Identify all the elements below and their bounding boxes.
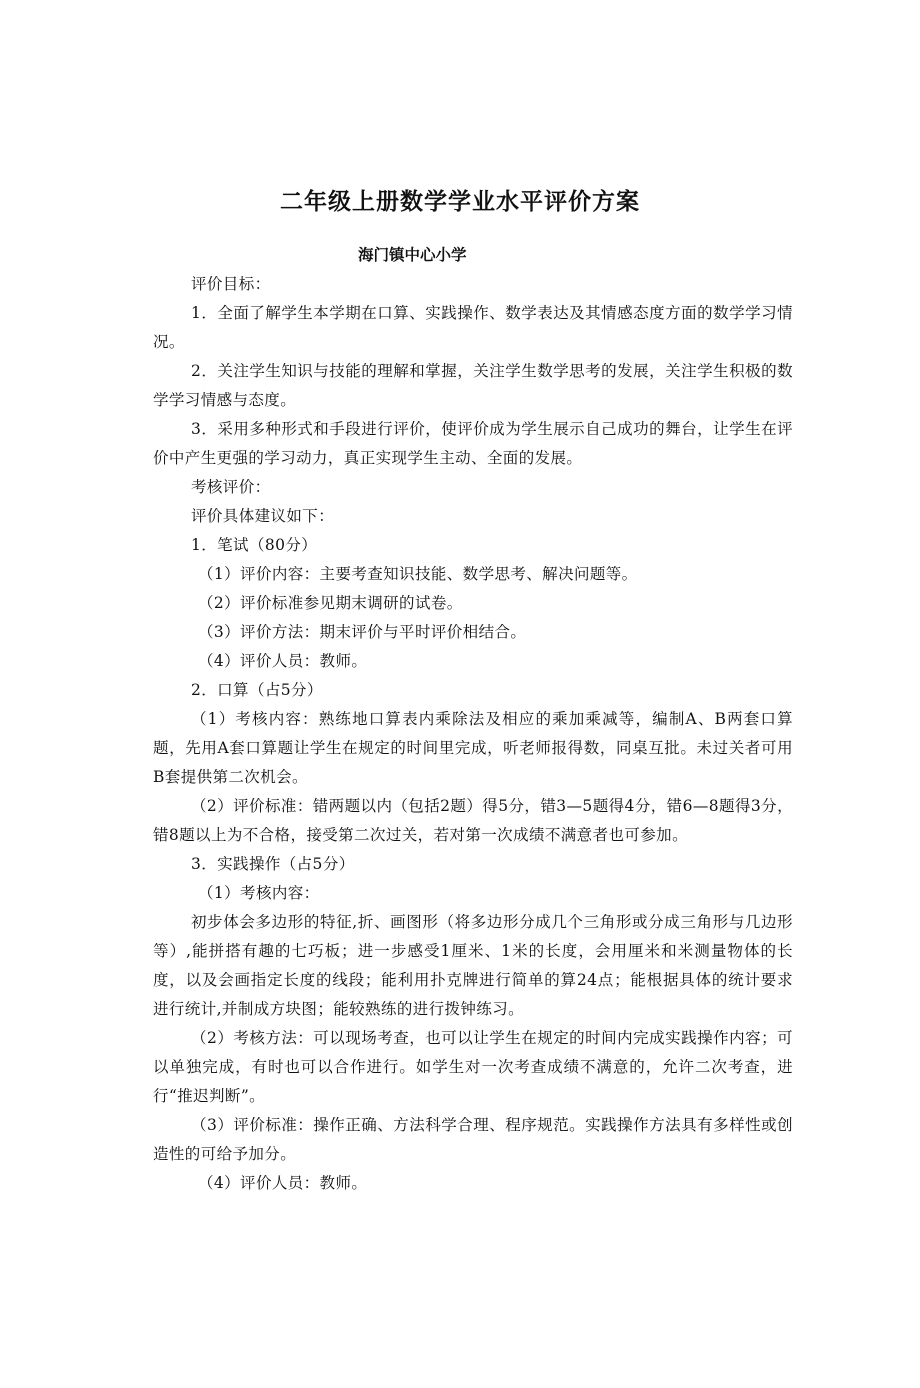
written-item-1: （1）评价内容：主要考查知识技能、数学思考、解决问题等。 — [198, 565, 638, 583]
practice-item-1: （1）考核内容： — [198, 884, 320, 902]
practice-heading: 3．实践操作（占5分） — [191, 855, 355, 873]
oral-heading: 2．口算（占5分） — [191, 681, 323, 699]
goal-item-3: 3．采用多种形式和手段进行评价，使评价成为学生展示自己成功的舞台，让学生在评价中产生更强的学习动力，真正实现学生主动、全面的发展。 — [153, 420, 793, 467]
goal-heading: 评价目标： — [191, 275, 271, 293]
document-body — [153, 270, 793, 1198]
assess-heading: 考核评价： — [191, 478, 271, 496]
school-name: 海门镇中心小学 — [358, 246, 467, 264]
written-test-heading: 1．笔试（80分） — [191, 536, 318, 554]
practice-item-4: （4）评价人员：教师。 — [198, 1174, 368, 1192]
practice-item-3: （3）评价标准：操作正确、方法科学合理、程序规范。实践操作方法具有多样性或创造性的可给予加分。 — [153, 1116, 793, 1163]
oral-item-2: （2）评价标准：错两题以内（包括2题）得5分，错3—5题得4分，错6—8题得3分，错8题以上为不合格，接受第二次过关，若对第一次成绩不满意者也可参加。 — [153, 797, 793, 844]
suggest-heading: 评价具体建议如下： — [191, 507, 335, 525]
goal-item-1: 1．全面了解学生本学期在口算、实践操作、数学表达及其情感态度方面的数学学习情况。 — [153, 304, 793, 351]
goal-item-2: 2．关注学生知识与技能的理解和掌握，关注学生数学思考的发展，关注学生积极的数学学习情感与态度。 — [153, 362, 793, 409]
written-item-3: （3）评价方法：期末评价与平时评价相结合。 — [198, 623, 527, 641]
written-item-4: （4）评价人员：教师。 — [198, 652, 368, 670]
written-item-2: （2）评价标准参见期末调研的试卷。 — [198, 594, 463, 612]
practice-item-2: （2）考核方法：可以现场考查，也可以让学生在规定的时间内完成实践操作内容；可以单独完成，有时也可以合作进行。如学生对一次考查成绩不满意的，允许二次考查，进行“推迟判断”。 — [153, 1029, 793, 1105]
document-title: 二年级上册数学学业水平评价方案 — [280, 189, 640, 215]
oral-item-1: （1）考核内容：熟练地口算表内乘除法及相应的乘加乘减等，编制A、B两套口算题，先用A套口算题让学生在规定的时间里完成，听老师报得数，同桌互批。未过关者可用B套提供第二次机会。 — [153, 710, 793, 786]
practice-item-1-detail: 初步体会多边形的特征,折、画图形（将多边形分成几个三角形或分成三角形与几边形等）,能拼搭有趣的七巧板；进一步感受1厘米、1米的长度，会用厘米和米测量物体的长度，以及会画指定长度的线段；能利用扑克牌进行简单的算24点；能根据具体的统计要求进行统计,并制成方块图；能较熟练的进行拨钟练习。 — [153, 913, 793, 1018]
